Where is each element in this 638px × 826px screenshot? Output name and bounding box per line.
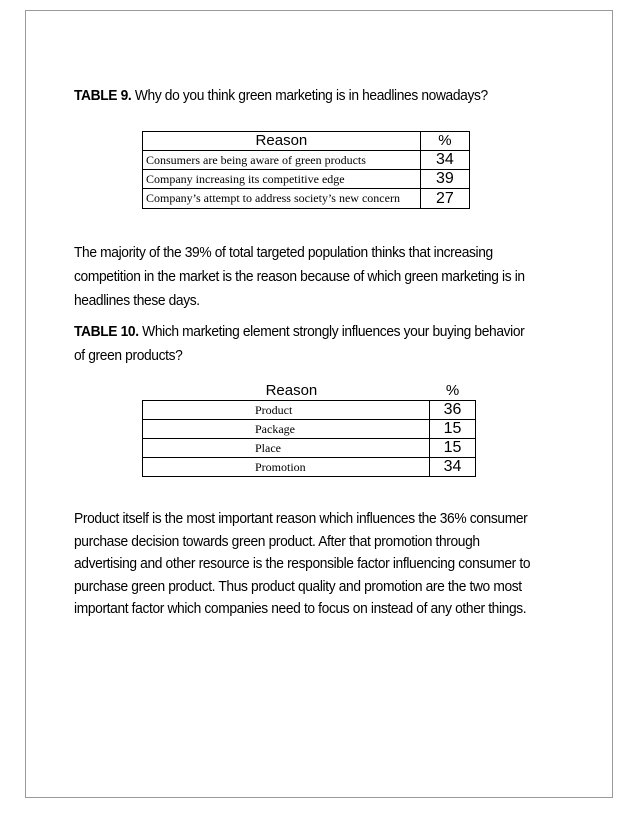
table10-header-pct: % xyxy=(445,382,460,399)
table-row xyxy=(143,151,470,170)
table9-header-row xyxy=(143,132,470,151)
table10-row3-pct: 15 xyxy=(430,439,476,458)
table10-row3-reason: Place xyxy=(143,439,430,458)
table-row xyxy=(143,170,470,189)
paragraph-2-line: advertising and other resource is the responsible factor influencing consumer to xyxy=(74,555,531,572)
table10-row2-pct: 15 xyxy=(430,420,476,439)
paragraph-1-line: headlines these days. xyxy=(74,292,200,309)
table10-label: TABLE 10. xyxy=(74,323,139,340)
table-row xyxy=(143,401,476,420)
table9-label: TABLE 9. xyxy=(74,87,132,104)
paragraph-1-line: competition in the market is the reason because of which green marketing is in xyxy=(74,268,525,285)
table9-row3-pct: 27 xyxy=(420,189,469,209)
table9-row1-reason: Consumers are being aware of green products xyxy=(143,151,421,170)
table9-header-pct: % xyxy=(420,132,469,151)
table10-caption-line: Which marketing element strongly influences your buying behavior xyxy=(142,323,525,340)
table9-row1-pct: 34 xyxy=(420,151,469,170)
table10-caption xyxy=(74,320,571,368)
table10-row1-reason: Product xyxy=(143,401,430,420)
table10-row4-reason: Promotion xyxy=(143,458,430,477)
paragraph-2-line: purchase green product. Thus product quality and promotion are the two most xyxy=(74,577,522,595)
paragraph-1-line: The majority of the 39% of total targeted population thinks that increasing xyxy=(74,244,493,261)
table9-header-reason: Reason xyxy=(143,132,421,151)
paragraph-2 xyxy=(74,508,571,621)
table10 xyxy=(142,382,476,477)
paragraph-2-line: purchase decision towards green product. After that promotion through xyxy=(74,532,480,550)
table10-row4-pct: 34 xyxy=(430,458,476,477)
table9 xyxy=(142,131,470,209)
table10-header-row xyxy=(143,382,476,401)
table9-caption xyxy=(74,84,488,108)
table-row xyxy=(143,458,476,477)
table10-caption-line: of green products? xyxy=(74,347,183,364)
paragraph-2-line: important factor which companies need to focus on instead of any other things. xyxy=(74,600,527,617)
table9-caption-text: Why do you think green marketing is in headlines nowadays? xyxy=(134,87,488,104)
paragraph-2-line: Product itself is the most important reason which influences the 36% consumer xyxy=(74,510,528,527)
table-row xyxy=(143,439,476,458)
table-row xyxy=(143,189,470,209)
table9-row2-reason: Company increasing its competitive edge xyxy=(143,170,421,189)
paragraph-1 xyxy=(74,241,571,313)
table9-row3-reason: Company’s attempt to address society’s new concern xyxy=(143,189,421,209)
table10-header-reason: Reason xyxy=(265,382,318,399)
table-row xyxy=(143,420,476,439)
table9-row2-pct: 39 xyxy=(420,170,469,189)
table10-row2-reason: Package xyxy=(143,420,430,439)
table10-row1-pct: 36 xyxy=(430,401,476,420)
